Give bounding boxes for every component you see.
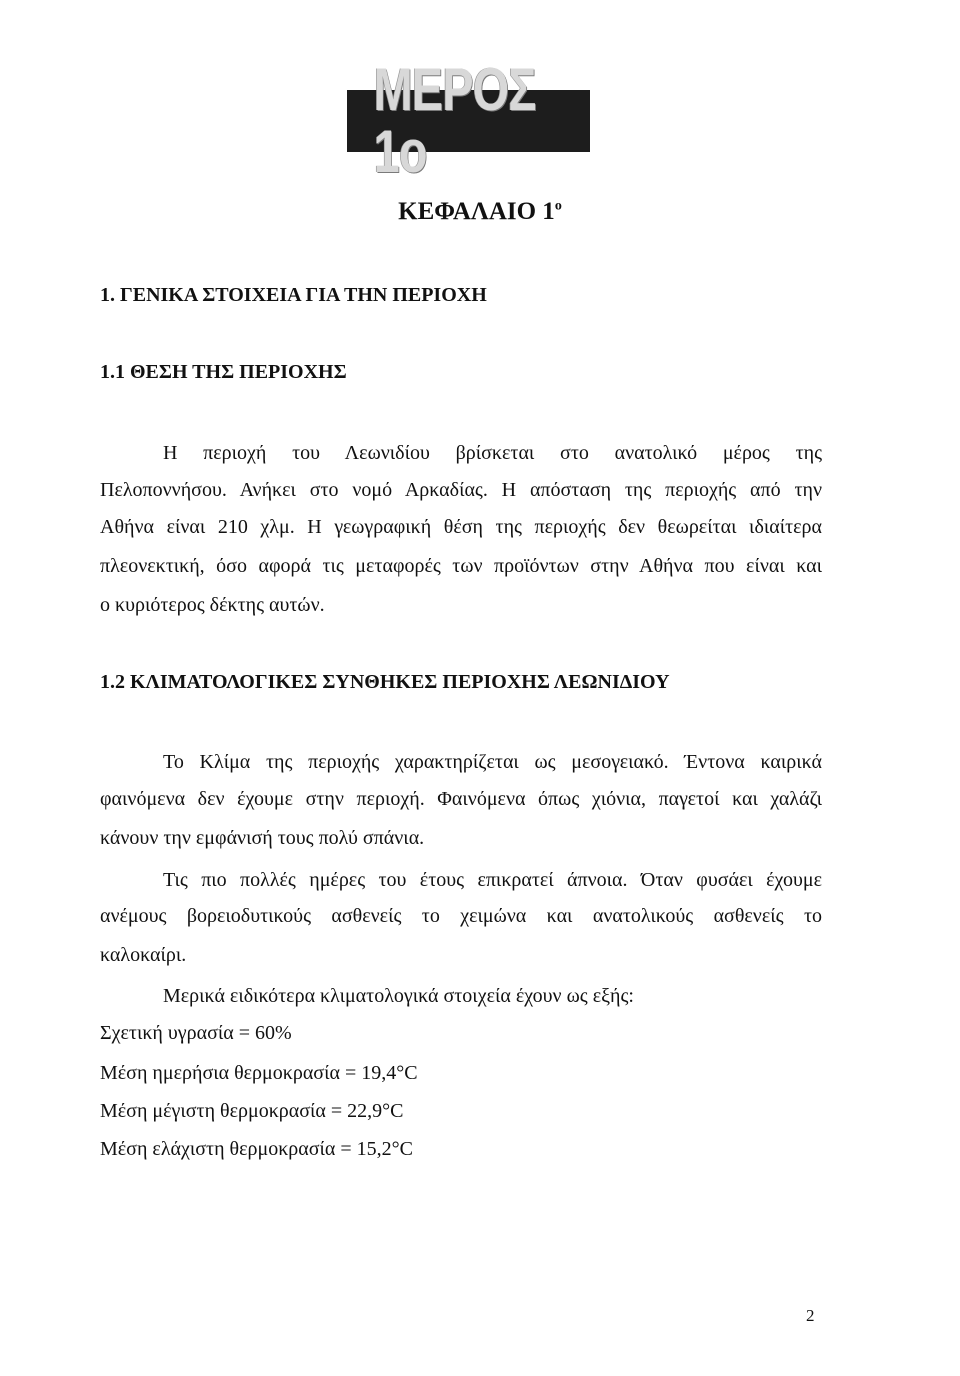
- paragraph-line-text: ανέμους βορειοδυτικούς ασθενείς το χειμώνα και ανατολικούς ασθενείς το: [100, 905, 822, 927]
- paragraph-line-text: Τις πιο πολλές ημέρες του έτους επικρατεί άπνοια. Όταν φυσάει έχουμε: [163, 869, 822, 891]
- part-banner: [347, 56, 590, 185]
- chapter-title-superscript: ο: [554, 198, 562, 214]
- stat-mean-temperature: Μέση ημερήσια θερμοκρασία = 19,4°C: [100, 1062, 418, 1084]
- paragraph-line: [100, 786, 822, 812]
- stats-intro: Μερικά ειδικότερα κλιματολογικά στοιχεία έχουν ως εξής:: [163, 985, 634, 1007]
- paragraph-line: [163, 867, 822, 893]
- paragraph-line: ο κυριότερος δέκτης αυτών.: [100, 594, 325, 616]
- paragraph-line-text: φαινόμενα δεν έχουμε στην περιοχή. Φαινόμενα όπως χιόνια, παγετοί και χαλάζι: [100, 788, 822, 810]
- page-number: 2: [806, 1306, 815, 1325]
- stat-min-temperature: Μέση ελάχιστη θερμοκρασία = 15,2°C: [100, 1138, 414, 1160]
- paragraph-line: κάνουν την εμφάνισή τους πολύ σπάνια.: [100, 827, 425, 849]
- section-heading-1-1: 1.1 ΘΕΣΗ ΤΗΣ ΠΕΡΙΟΧΗΣ: [100, 361, 347, 383]
- paragraph-line: [100, 514, 822, 540]
- chapter-title: [0, 197, 960, 227]
- paragraph-line: [163, 440, 822, 466]
- paragraph-line-text: Η περιοχή του Λεωνιδίου βρίσκεται στο ανατολικό μέρος της: [163, 442, 822, 464]
- paragraph-line-text: Αθήνα είναι 210 χλμ. Η γεωγραφική θέση της περιοχής δεν θεωρείται ιδιαίτερα: [100, 516, 822, 538]
- paragraph-line: [163, 749, 822, 775]
- paragraph-line-text: πλεονεκτική, όσο αφορά τις μεταφορές των προϊόντων στην Αθήνα που είναι και: [100, 555, 822, 577]
- chapter-title-text: ΚΕΦΑΛΑΙΟ 1: [398, 198, 555, 225]
- stat-humidity: Σχετική υγρασία = 60%: [100, 1022, 292, 1044]
- section-heading-1: 1. ΓΕΝΙΚΑ ΣΤΟΙΧΕΙΑ ΓΙΑ ΤΗΝ ΠΕΡΙΟΧΗ: [100, 284, 487, 306]
- part-banner-text: ΜΕΡΟΣ 1ο: [373, 56, 536, 185]
- paragraph-line: [100, 553, 822, 579]
- paragraph-line: [100, 477, 822, 503]
- paragraph-line-text: Το Κλίμα της περιοχής χαρακτηρίζεται ως μεσογειακό. Έντονα καιρικά: [163, 751, 822, 773]
- paragraph-line: [100, 903, 822, 929]
- stat-max-temperature: Μέση μέγιστη θερμοκρασία = 22,9°C: [100, 1100, 404, 1122]
- paragraph-line-text: Πελοποννήσου. Ανήκει στο νομό Αρκαδίας. Η απόσταση της περιοχής από την: [100, 479, 822, 501]
- paragraph-line: καλοκαίρι.: [100, 944, 187, 966]
- section-heading-1-2: 1.2 ΚΛΙΜΑΤΟΛΟΓΙΚΕΣ ΣΥΝΘΗΚΕΣ ΠΕΡΙΟΧΗΣ ΛΕΩΝΙΔΙΟΥ: [100, 671, 670, 693]
